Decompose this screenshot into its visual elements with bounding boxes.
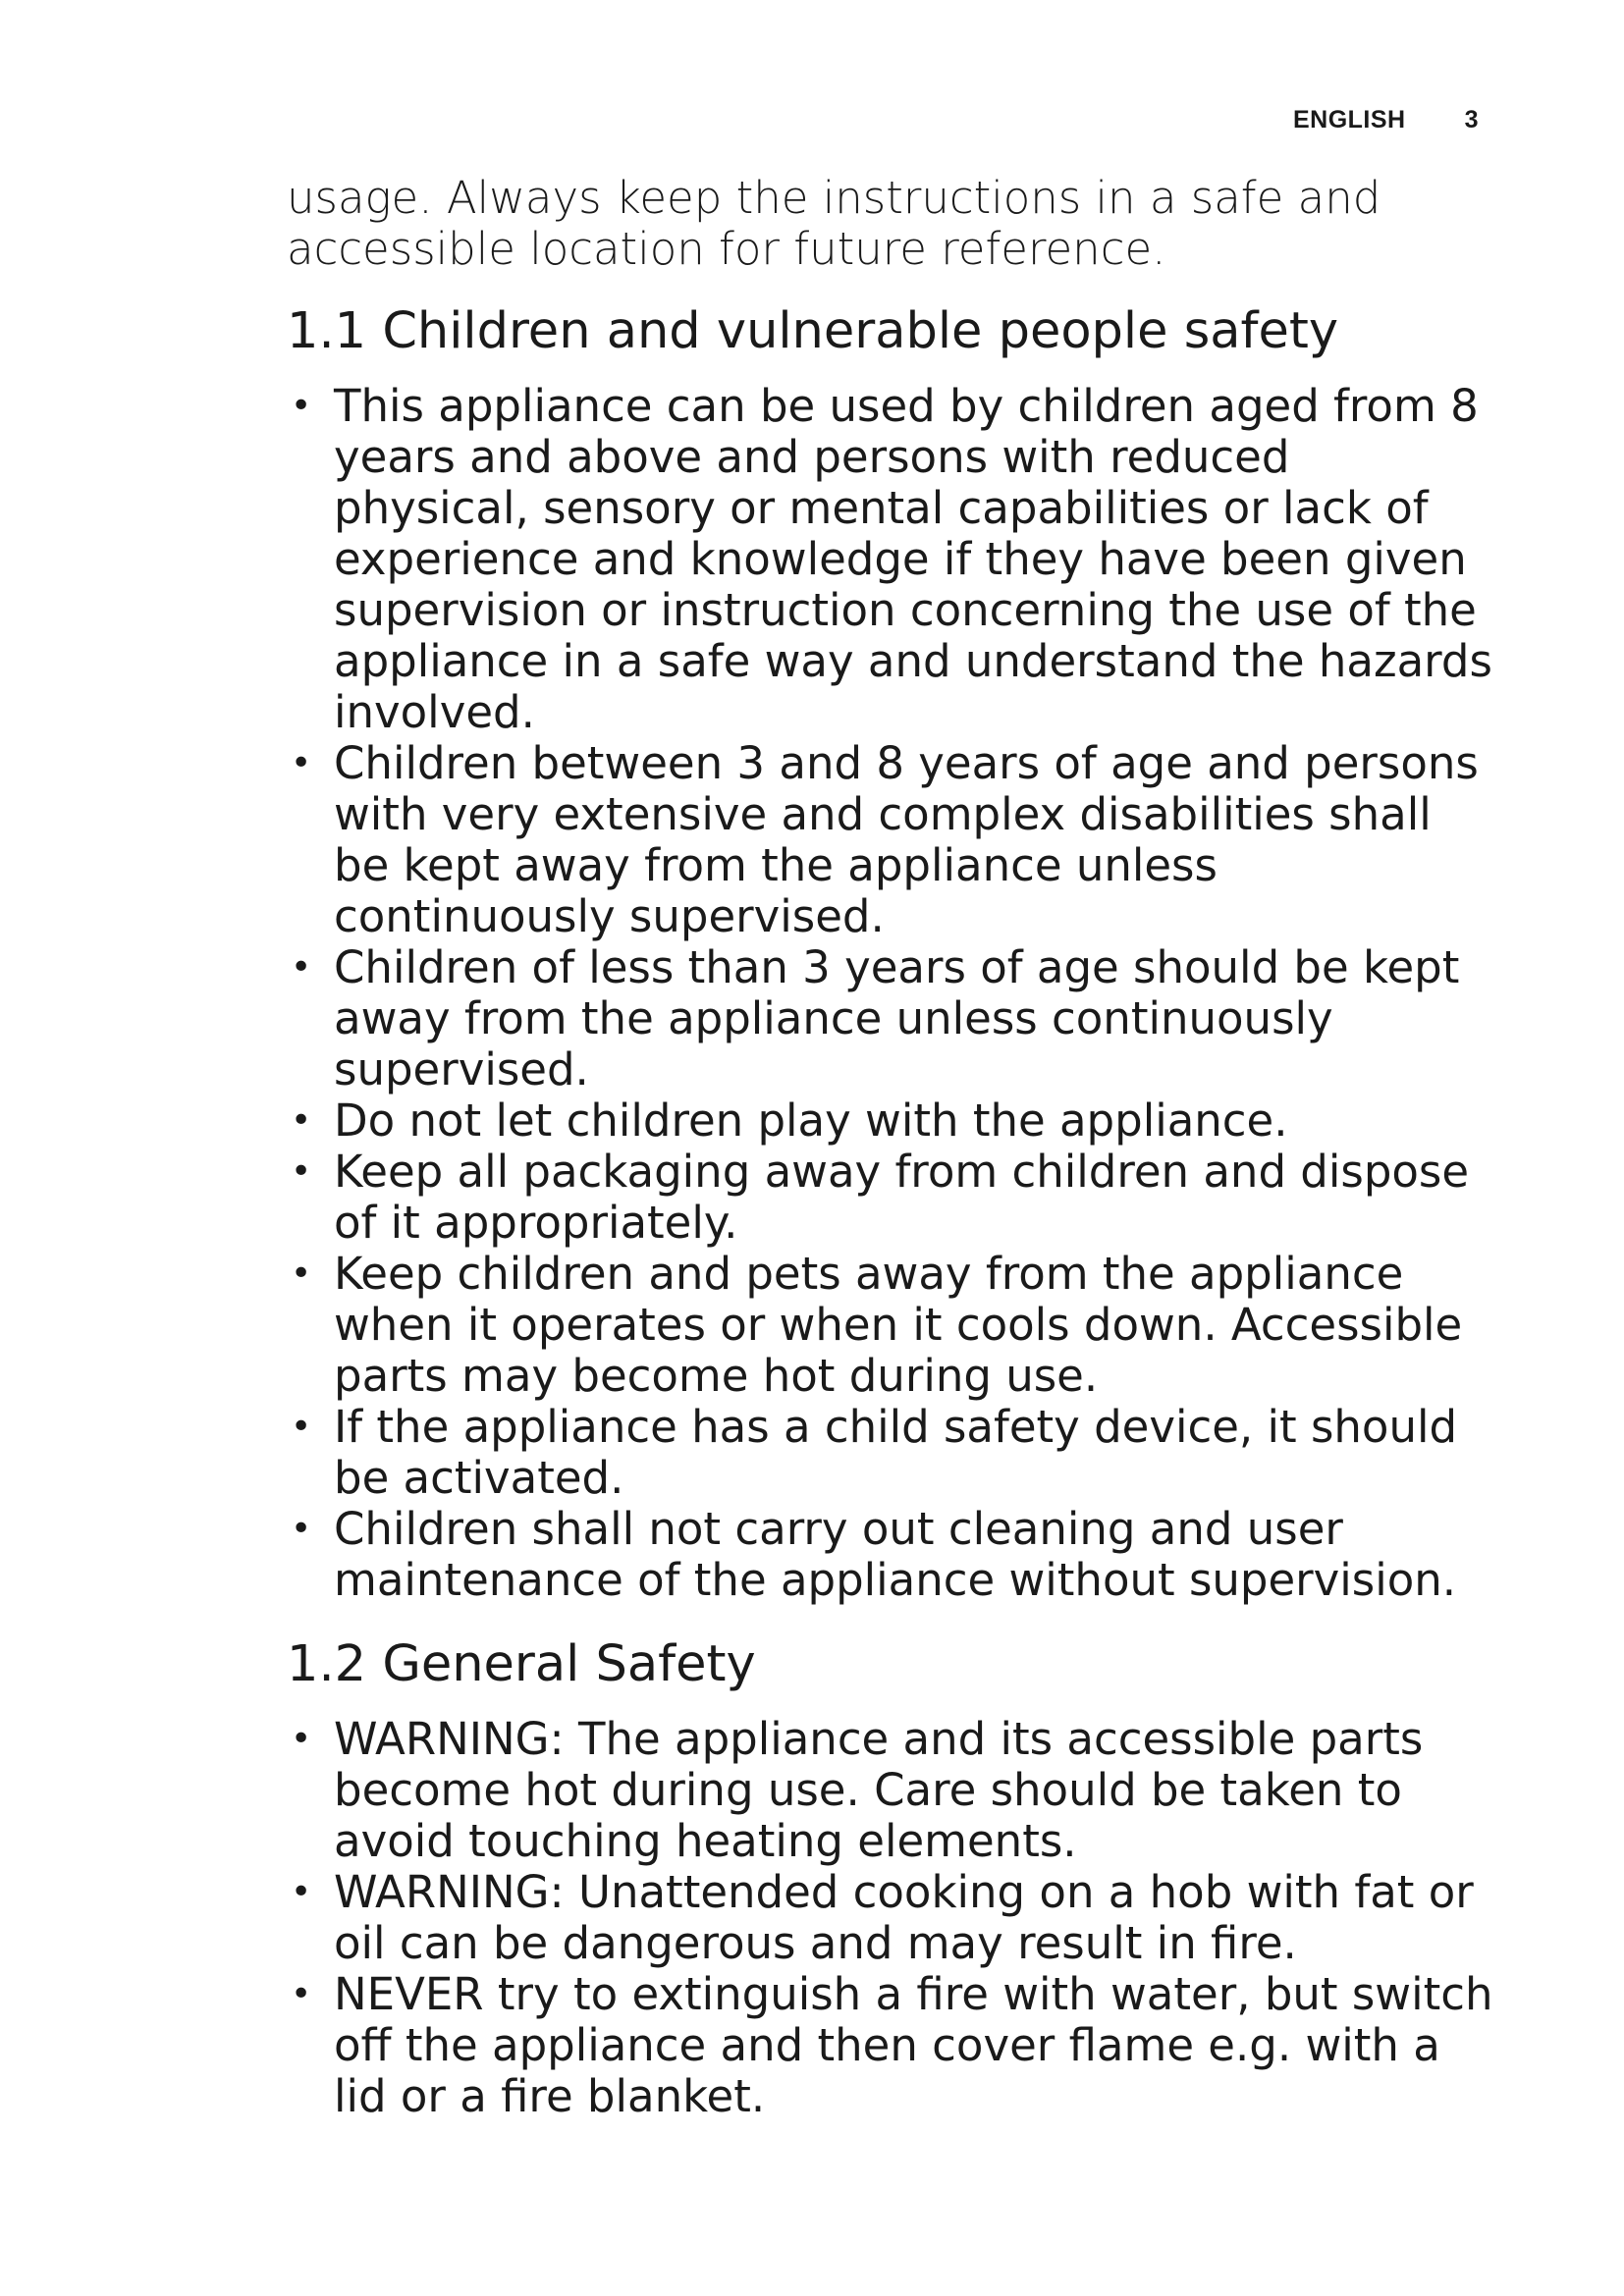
section-heading: 1.1 Children and vulnerable people safety <box>287 302 1339 360</box>
list-item: • Children between 3 and 8 years of age and persons with very extensive and complex disabilities shall be kept away from the appliance unless continuously supervised. <box>291 737 1479 942</box>
page-content <box>287 173 1494 2122</box>
page-header <box>1293 106 1479 134</box>
bullet-icon: • <box>291 1974 312 2014</box>
header-language: ENGLISH <box>1292 106 1406 133</box>
list-item: • WARNING: Unattended cooking on a hob with fat or oil can be dangerous and may result in fire. <box>291 1866 1474 1969</box>
bullet-icon: • <box>291 1151 312 1192</box>
list-item: • This appliance can be used by children aged from 8 years and above and persons with reduced physical, sensory or mental capabilities or lack of experience and knowledge if they have been given supervision or instruction concerning the use of the appliance in a safe way and understand the hazards involved. <box>291 380 1492 738</box>
list-item: • Children shall not carry out cleaning and user maintenance of the appliance without supervision. <box>291 1503 1457 1606</box>
page-number: 3 <box>1464 106 1479 133</box>
list-item: • Keep children and pets away from the appliance when it operates or when it cools down. Accessible parts may become hot during use. <box>291 1248 1463 1402</box>
intro-paragraph: usage. Always keep the instructions in a safe and accessible location for future reference. <box>287 172 1381 275</box>
list-item: • Do not let children play with the appliance. <box>291 1095 1288 1147</box>
bullet-icon: • <box>291 743 312 783</box>
bullet-icon: • <box>291 1719 312 1759</box>
section-heading: 1.2 General Safety <box>287 1635 756 1693</box>
bullet-icon: • <box>291 947 312 988</box>
section-children-safety <box>287 302 1494 1606</box>
list-item: • Children of less than 3 years of age should be kept away from the appliance unless continuously supervised. <box>291 941 1460 1095</box>
bullet-icon: • <box>291 1254 312 1294</box>
bullet-icon: • <box>291 1100 312 1141</box>
bullet-list <box>287 1714 1494 2122</box>
list-item: • Keep all packaging away from children and dispose of it appropriately. <box>291 1146 1470 1249</box>
list-item: • WARNING: The appliance and its accessible parts become hot during use. Care should be taken to avoid touching heating elements. <box>291 1713 1424 1867</box>
section-general-safety <box>287 1635 1494 2122</box>
bullet-icon: • <box>291 386 312 426</box>
bullet-icon: • <box>291 1407 312 1447</box>
bullet-icon: • <box>291 1509 312 1549</box>
bullet-list <box>287 381 1494 1606</box>
list-item: • NEVER try to extinguish a fire with water, but switch off the appliance and then cover flame e.g. with a lid or a fire blanket. <box>291 1968 1493 2122</box>
bullet-icon: • <box>291 1872 312 1912</box>
list-item: • If the appliance has a child safety device, it should be activated. <box>291 1401 1458 1504</box>
